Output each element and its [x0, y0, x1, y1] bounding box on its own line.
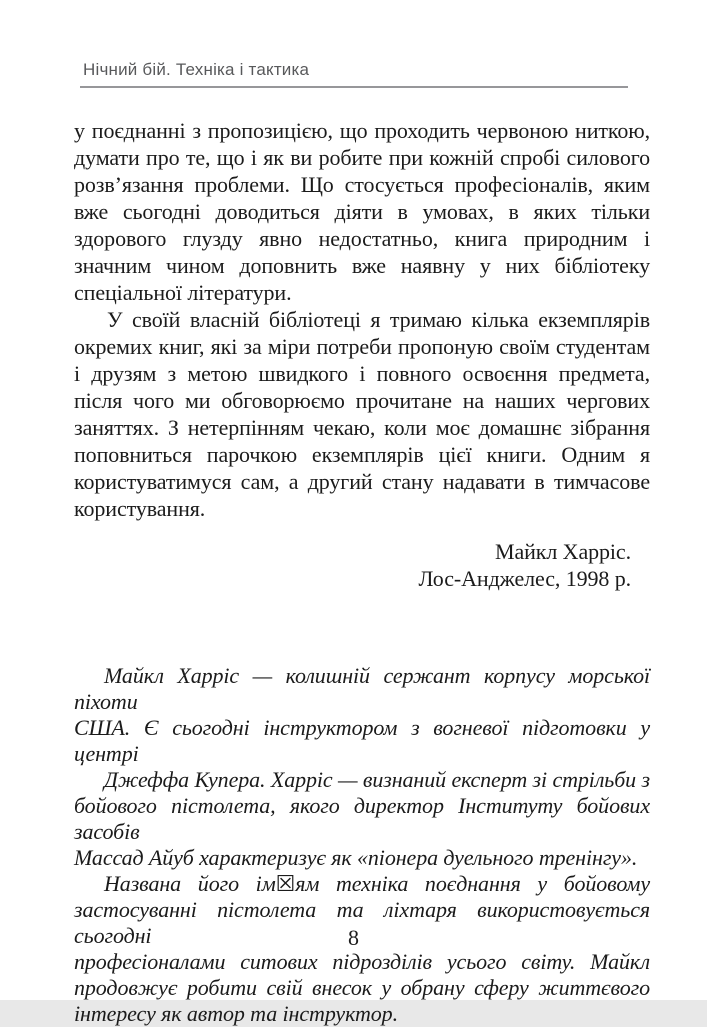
text-line: Массад Айуб характеризує як «піонера дуельного тренінгу».	[74, 845, 638, 870]
text-line: Джеффа Купера. Харріс — визнаний експерт зі стрільби з	[104, 767, 650, 792]
text-line: Названа його ім☒ям техніка поєднання у бойовому	[104, 871, 650, 896]
running-header-title: Нічний бій. Техніка і тактика	[83, 60, 310, 79]
text-line: вже сьогодні доводиться діяти в умовах, в яких тільки	[74, 199, 650, 224]
text-line: заняттях. З нетерпінням чекаю, коли моє домашнє зібрання	[74, 415, 650, 440]
text-line: у поєднанні з пропозицією, що проходить червоною ниткою,	[74, 118, 650, 143]
text-line: користування.	[74, 496, 206, 521]
bio-paragraph	[74, 767, 650, 871]
text-line: продовжує робити свій внесок у обрану сферу життєвого	[74, 975, 650, 1000]
paragraph-continuation	[74, 117, 650, 306]
text-line: застосуванні пістолета та ліхтаря використовується сьогодні	[74, 897, 650, 948]
text-line: бойового пістолета, якого директор Інституту бойових засобів	[74, 793, 650, 844]
header-rule	[80, 86, 628, 88]
text-line: США. Є сьогодні інструктором з вогневої підготовки у центрі	[74, 715, 650, 766]
page-number: 8	[348, 925, 359, 950]
text-line: У своїй власній бібліотеці я тримаю кілька екземплярів	[107, 307, 650, 332]
text-line: інтересу як автор та інструктор.	[74, 1001, 398, 1026]
signature-name: Майкл Харріс.	[495, 539, 631, 564]
text-line: після чого ми обговорюємо прочитане на наших чергових	[74, 388, 650, 413]
text-line: спеціальної літератури.	[74, 280, 292, 305]
bio-paragraph	[74, 663, 650, 767]
text-line: думати про те, що і як ви робите при кожній спробі силового	[74, 145, 650, 170]
text-line: здорового глузду явно недостатньо, книга природним і	[74, 226, 650, 251]
signature-place-date: Лос-Анджелес, 1998 р.	[418, 566, 631, 591]
text-line: професіоналами ситових підрозділів усього світу. Майкл	[74, 949, 650, 974]
text-line: значним чином доповнить вже наявну у них бібліотеку	[74, 253, 650, 278]
text-line: і друзям з метою швидкого і повного освоєння предмета,	[74, 361, 650, 386]
text-line: окремих книг, які за міри потреби пропоную своїм студентам	[74, 334, 650, 359]
text-line: Майкл Харріс — колишній сержант корпусу морської піхоти	[74, 663, 650, 714]
text-line: поповниться парочкою екземплярів цієї книги. Одним я	[74, 442, 650, 467]
signature-block	[74, 538, 650, 592]
paragraph	[74, 306, 650, 522]
text-line: користуватимуся сам, а другий стану надавати в тимчасове	[74, 469, 650, 494]
author-bio	[74, 663, 650, 1027]
page-body	[74, 117, 650, 592]
text-line: розв’язання проблеми. Що стосується професіоналів, яким	[74, 172, 650, 197]
